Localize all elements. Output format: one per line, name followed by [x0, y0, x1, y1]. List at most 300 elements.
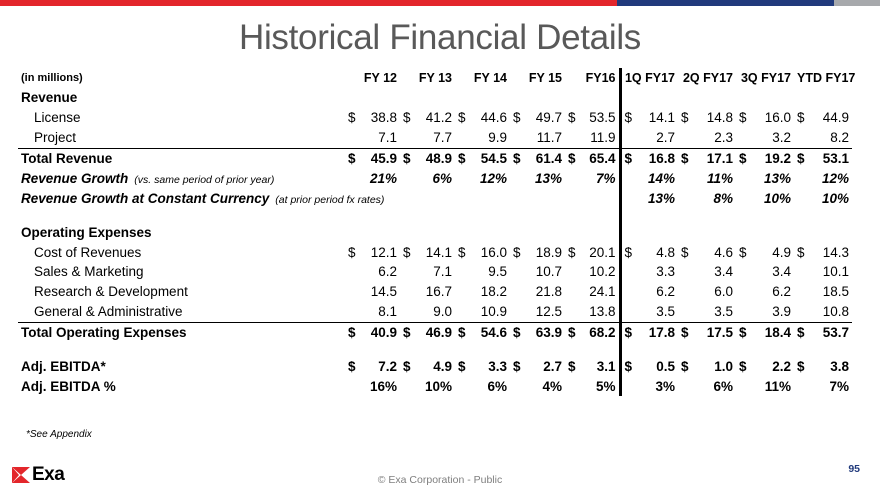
cell-value: 17.1 — [706, 151, 733, 166]
table-cell — [455, 148, 510, 168]
table-cell — [620, 322, 678, 342]
cell-value: 54.5 — [480, 151, 507, 166]
column-header: FY 15 — [528, 70, 562, 85]
row-label — [18, 108, 345, 128]
table-cell — [620, 188, 678, 208]
table-cell — [400, 282, 455, 302]
empty-cell — [620, 343, 678, 357]
units-label: (in millions) — [21, 71, 83, 84]
empty-cell — [620, 222, 678, 242]
cell-value: 18.5 — [822, 284, 849, 300]
table-cell — [400, 262, 455, 282]
table-cell — [678, 148, 736, 168]
cell-value: 9.0 — [433, 304, 452, 320]
table-row-research-dev — [18, 282, 852, 302]
table-row-revenue-growth — [18, 168, 852, 188]
cell-value: 6.2 — [772, 284, 791, 300]
currency-cell — [458, 151, 507, 166]
currency-cell — [739, 325, 791, 340]
top-bar-gray — [834, 0, 880, 6]
table-cell — [678, 262, 736, 282]
table-cell — [455, 322, 510, 342]
cell-value: 11% — [764, 378, 791, 394]
cell-value: 10% — [424, 378, 452, 394]
cell-value: 2.2 — [772, 359, 791, 375]
table-row-section — [18, 88, 852, 108]
row-label-text: General & Administrative — [34, 304, 183, 320]
column-header: FY 12 — [363, 70, 397, 85]
empty-cell — [565, 343, 620, 357]
empty-cell — [345, 208, 400, 222]
currency-cell — [513, 245, 562, 260]
table-cell — [678, 376, 736, 396]
currency-cell — [681, 359, 733, 374]
currency-cell — [348, 359, 397, 374]
cell-value: 19.2 — [764, 151, 791, 166]
row-label — [18, 128, 345, 148]
currency-symbol: $ — [513, 151, 521, 166]
table-cell — [400, 376, 455, 396]
currency-symbol: $ — [403, 110, 411, 126]
table-cell — [455, 262, 510, 282]
table-cell — [794, 282, 852, 302]
table-cell — [510, 322, 565, 342]
table-cell — [510, 302, 565, 322]
row-label-text: Cost of Revenues — [34, 244, 142, 260]
cell-value: 7.1 — [433, 264, 452, 280]
cell-value: 8.2 — [830, 130, 849, 146]
cell-value: 3.4 — [714, 264, 733, 280]
table-cell — [678, 357, 736, 377]
table-cell — [794, 322, 852, 342]
table-cell — [345, 108, 400, 128]
empty-cell — [455, 208, 510, 222]
cell-value: 3.4 — [772, 264, 791, 280]
empty-cell — [345, 222, 400, 242]
table-cell — [794, 148, 852, 168]
empty-cell — [678, 222, 736, 242]
currency-symbol: $ — [624, 151, 633, 166]
page-number: 95 — [848, 463, 860, 475]
currency-symbol: $ — [681, 325, 689, 341]
table-cell — [510, 282, 565, 302]
row-label-text: Total Revenue — [21, 151, 113, 166]
currency-cell — [348, 110, 397, 125]
currency-cell — [681, 151, 733, 166]
empty-cell — [510, 88, 565, 108]
cell-value: 10.1 — [822, 264, 849, 280]
currency-symbol: $ — [348, 110, 356, 126]
table-row-spacer — [18, 208, 852, 222]
row-label-text: Total Operating Expenses — [21, 325, 187, 341]
empty-cell — [400, 222, 455, 242]
empty-cell — [510, 208, 565, 222]
currency-symbol: $ — [739, 244, 747, 260]
cell-value: 63.9 — [535, 325, 562, 341]
currency-cell — [739, 245, 791, 260]
currency-symbol: $ — [739, 151, 747, 166]
cell-value: 21.8 — [535, 284, 562, 300]
row-label — [18, 262, 345, 282]
empty-cell — [18, 208, 345, 222]
currency-cell — [513, 325, 562, 340]
currency-symbol: $ — [458, 359, 466, 375]
cell-value: 5% — [595, 378, 616, 394]
table-cell — [400, 322, 455, 342]
empty-cell — [678, 343, 736, 357]
table-cell — [345, 148, 400, 168]
currency-cell — [458, 245, 507, 260]
currency-symbol: $ — [568, 244, 576, 260]
table-cell — [400, 242, 455, 262]
row-label — [18, 376, 345, 396]
cell-value: 48.9 — [425, 151, 452, 166]
currency-cell — [568, 110, 616, 125]
footer-copyright: © Exa Corporation - Public — [377, 474, 503, 486]
empty-cell — [736, 208, 794, 222]
table-cell — [345, 322, 400, 342]
row-label-text: Revenue Growth at Constant Currency — [21, 190, 270, 206]
cell-value: 14.3 — [822, 244, 849, 260]
cell-value: 11% — [706, 170, 733, 186]
table-cell — [794, 128, 852, 148]
table-cell — [794, 242, 852, 262]
cell-value: 16% — [369, 378, 397, 394]
empty-cell — [455, 343, 510, 357]
table-cell — [620, 282, 678, 302]
table-cell — [510, 376, 565, 396]
cell-value: 53.1 — [822, 151, 849, 166]
cell-value: 10.8 — [822, 304, 849, 320]
cell-value: 3.2 — [772, 130, 791, 146]
currency-cell — [458, 110, 507, 125]
currency-symbol: $ — [458, 325, 466, 341]
column-header: 3Q FY17 — [740, 70, 791, 85]
table-cell — [794, 302, 852, 322]
currency-symbol: $ — [348, 244, 356, 260]
logo-text: Exa — [32, 464, 65, 485]
column-header: FY 14 — [473, 70, 507, 85]
currency-symbol: $ — [739, 110, 747, 126]
table-cell — [565, 322, 620, 342]
table-cell — [565, 282, 620, 302]
cell-value: 3.5 — [656, 304, 675, 320]
empty-cell — [794, 343, 852, 357]
table-cell — [455, 108, 510, 128]
table-cell — [510, 262, 565, 282]
cell-value: 13.8 — [589, 304, 616, 320]
cell-value: 13% — [763, 170, 791, 186]
row-label-text: Research & Development — [34, 284, 188, 300]
currency-cell — [739, 110, 791, 125]
empty-cell — [510, 222, 565, 242]
table-cell — [345, 168, 400, 188]
table-cell — [678, 108, 736, 128]
table-cell — [565, 168, 620, 188]
row-note: (vs. same period of prior year) — [134, 173, 275, 186]
table-cell — [400, 302, 455, 322]
empty-cell — [794, 88, 852, 108]
table-cell — [455, 168, 510, 188]
table-row-revenue-growth-cc — [18, 188, 852, 208]
table-cell — [565, 108, 620, 128]
table-cell — [736, 168, 794, 188]
currency-symbol: $ — [403, 244, 411, 260]
cell-value: 3.8 — [830, 359, 849, 375]
row-label-text: Project — [34, 130, 77, 146]
empty-cell — [455, 222, 510, 242]
row-label — [18, 148, 345, 168]
currency-cell — [625, 151, 676, 166]
currency-cell — [681, 110, 733, 125]
cell-value: 38.8 — [370, 110, 397, 126]
empty-cell — [736, 88, 794, 108]
cell-value: 6.0 — [714, 284, 733, 300]
column-header: YTD FY17 — [797, 70, 856, 85]
empty-cell — [400, 88, 455, 108]
currency-symbol: $ — [403, 359, 411, 375]
row-label — [18, 282, 345, 302]
currency-symbol: $ — [403, 151, 411, 166]
currency-symbol: $ — [624, 359, 633, 375]
row-label — [18, 322, 345, 342]
cell-value: 10.9 — [480, 304, 507, 320]
table-row-ebitda-pct — [18, 376, 852, 396]
table-cell — [794, 188, 852, 208]
cell-value: 18.4 — [764, 325, 791, 341]
currency-cell — [403, 325, 452, 340]
currency-symbol: $ — [797, 359, 805, 375]
currency-symbol: $ — [681, 151, 689, 166]
cell-value: 4.6 — [714, 244, 733, 260]
currency-cell — [403, 110, 452, 125]
currency-symbol: $ — [797, 325, 805, 341]
cell-value: 24.1 — [589, 284, 616, 300]
table-cell — [736, 282, 794, 302]
table-cell — [736, 188, 794, 208]
table-cell — [794, 357, 852, 377]
cell-value: 10% — [763, 190, 791, 206]
cell-value: 18.2 — [480, 284, 507, 300]
currency-cell — [625, 325, 676, 340]
table-cell — [620, 242, 678, 262]
cell-value: 9.9 — [488, 130, 507, 146]
cell-value: 16.0 — [480, 244, 507, 260]
cell-value: 3.3 — [656, 264, 675, 280]
cell-value: 46.9 — [425, 325, 452, 341]
cell-value: 0.5 — [656, 359, 675, 375]
column-header: 1Q FY17 — [620, 68, 678, 88]
currency-symbol: $ — [624, 110, 633, 126]
table-cell — [510, 128, 565, 148]
row-label — [18, 168, 345, 188]
table-cell — [736, 108, 794, 128]
table-row-section — [18, 222, 852, 242]
cell-value: 1.0 — [714, 359, 733, 375]
empty-cell — [678, 88, 736, 108]
table-row-general-admin — [18, 302, 852, 322]
table-cell — [620, 262, 678, 282]
currency-symbol: $ — [458, 151, 466, 166]
currency-cell — [797, 151, 849, 166]
table-cell — [678, 242, 736, 262]
currency-symbol: $ — [681, 110, 689, 126]
cell-value: 14.1 — [648, 110, 675, 126]
cell-value: 10.7 — [535, 264, 562, 280]
table-row-header — [18, 68, 852, 88]
cell-value: 12% — [479, 170, 507, 186]
table-row-project — [18, 128, 852, 148]
currency-cell — [568, 245, 616, 260]
table-row-spacer — [18, 343, 852, 357]
row-label-text: Revenue Growth — [21, 170, 129, 186]
row-label — [18, 302, 345, 322]
currency-symbol: $ — [348, 151, 356, 166]
currency-symbol: $ — [513, 110, 521, 126]
currency-symbol: $ — [797, 244, 805, 260]
table-cell — [345, 357, 400, 377]
table-cell — [400, 148, 455, 168]
table-cell — [345, 282, 400, 302]
table-cell — [736, 376, 794, 396]
currency-symbol: $ — [568, 151, 576, 166]
currency-symbol: $ — [458, 244, 466, 260]
cell-value: 6.2 — [378, 264, 397, 280]
cell-value: 21% — [369, 170, 397, 186]
currency-cell — [348, 245, 397, 260]
cell-value: 18.9 — [535, 244, 562, 260]
cell-value: 3.9 — [772, 304, 791, 320]
cell-value: 14.1 — [425, 244, 452, 260]
table-cell — [736, 242, 794, 262]
empty-cell — [18, 343, 345, 357]
row-label — [18, 242, 345, 262]
table-cell — [455, 282, 510, 302]
table-cell — [620, 148, 678, 168]
empty-cell — [455, 88, 510, 108]
table-cell — [400, 188, 455, 208]
table-cell — [510, 357, 565, 377]
table-cell — [736, 128, 794, 148]
table-cell — [565, 357, 620, 377]
cell-value: 17.5 — [706, 325, 733, 341]
table-cell — [678, 302, 736, 322]
table-cell — [455, 242, 510, 262]
table-cell — [345, 242, 400, 262]
table-cell — [510, 148, 565, 168]
empty-cell — [565, 88, 620, 108]
cell-value: 44.6 — [480, 110, 507, 126]
empty-cell — [510, 343, 565, 357]
cell-value: 6% — [713, 378, 733, 394]
cell-value: 40.9 — [370, 325, 397, 341]
currency-cell — [348, 325, 397, 340]
currency-cell — [513, 359, 562, 374]
column-header: FY 13 — [418, 70, 452, 85]
top-bar-red — [0, 0, 617, 6]
cell-value: 61.4 — [535, 151, 562, 166]
table-cell — [400, 108, 455, 128]
table-cell — [510, 168, 565, 188]
table-cell — [620, 357, 678, 377]
currency-cell — [739, 359, 791, 374]
table-cell — [455, 376, 510, 396]
table-row-total-opex — [18, 322, 852, 342]
cell-value: 4.9 — [433, 359, 452, 375]
cell-value: 16.0 — [764, 110, 791, 126]
currency-symbol: $ — [568, 325, 576, 341]
currency-symbol: $ — [797, 110, 805, 126]
currency-cell — [625, 359, 676, 374]
currency-symbol: $ — [348, 325, 356, 341]
cell-value: 16.7 — [425, 284, 452, 300]
cell-value: 13% — [534, 170, 562, 186]
table-row-total-revenue — [18, 148, 852, 168]
empty-cell — [620, 88, 678, 108]
currency-symbol: $ — [797, 151, 805, 166]
cell-value: 12.5 — [535, 304, 562, 320]
cell-value: 17.8 — [648, 325, 675, 341]
cell-value: 10.2 — [589, 264, 616, 280]
currency-cell — [681, 325, 733, 340]
empty-cell — [400, 208, 455, 222]
currency-symbol: $ — [568, 359, 576, 375]
currency-symbol: $ — [403, 325, 411, 341]
currency-symbol: $ — [513, 244, 521, 260]
table-cell — [736, 148, 794, 168]
row-note: (at prior period fx rates) — [275, 193, 385, 206]
table-cell — [565, 188, 620, 208]
table-cell — [794, 262, 852, 282]
currency-cell — [681, 245, 733, 260]
cell-value: 49.7 — [535, 110, 562, 126]
cell-value: 4% — [542, 378, 562, 394]
cell-value: 4.8 — [656, 244, 675, 260]
cell-value: 8.1 — [378, 304, 397, 320]
empty-cell — [400, 343, 455, 357]
row-label — [18, 188, 385, 208]
currency-cell — [739, 151, 791, 166]
currency-cell — [403, 245, 452, 260]
table-cell — [678, 168, 736, 188]
cell-value: 3% — [655, 378, 675, 394]
row-label-text: License — [34, 110, 81, 126]
cell-value: 45.9 — [370, 151, 397, 166]
cell-value: 12% — [821, 170, 849, 186]
cell-value: 8% — [713, 190, 733, 206]
currency-cell — [797, 110, 849, 125]
currency-cell — [458, 325, 507, 340]
cell-value: 14% — [647, 170, 675, 186]
financial-table — [18, 68, 856, 396]
cell-value: 11.7 — [536, 130, 562, 146]
table-cell — [794, 108, 852, 128]
table-cell — [510, 242, 565, 262]
table-cell — [620, 128, 678, 148]
table-cell — [678, 282, 736, 302]
currency-cell — [513, 151, 562, 166]
cell-value: 13% — [647, 190, 675, 206]
appendix-note: *See Appendix — [26, 429, 92, 440]
cell-value: 2.7 — [543, 359, 562, 375]
table-cell — [620, 302, 678, 322]
table-cell — [678, 322, 736, 342]
cell-value: 53.7 — [822, 325, 849, 341]
table-cell — [736, 357, 794, 377]
cell-value: 14.5 — [370, 284, 397, 300]
top-bar-navy — [617, 0, 834, 6]
cell-value: 10% — [821, 190, 849, 206]
